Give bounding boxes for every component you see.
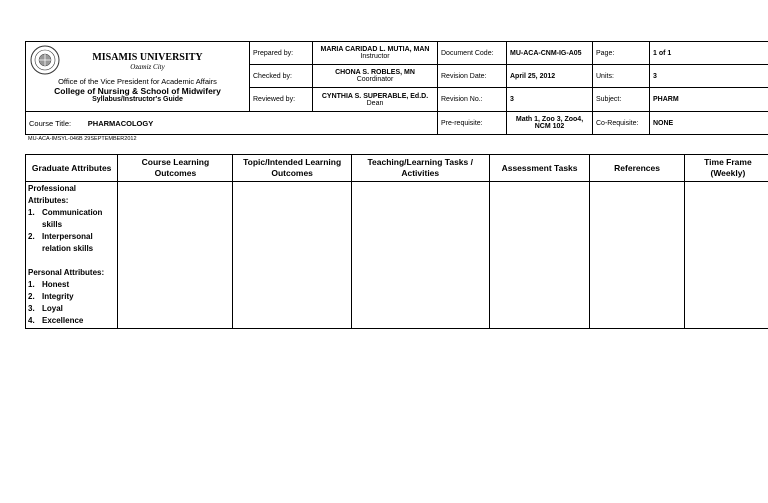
prerequisite-label: Pre-requisite:	[438, 112, 507, 135]
course-outcomes-cell	[118, 182, 233, 329]
professional-heading: Professional Attributes:	[28, 184, 77, 205]
checked-label: Checked by:	[250, 65, 313, 88]
col-time-frame: Time Frame (Weekly)	[684, 155, 768, 182]
checked-role: Coordinator	[356, 76, 394, 83]
subject-value: PHARM	[650, 88, 768, 112]
university-block	[26, 42, 250, 112]
doc-code-label: Document Code:	[438, 42, 507, 65]
reviewed-label: Reviewed by:	[250, 88, 313, 112]
prepared-name: MARIA CARIDAD L. MUTIA, MAN	[320, 46, 430, 53]
assessment-tasks-cell	[489, 182, 590, 329]
reviewed-by	[313, 88, 438, 112]
attributes-list	[26, 182, 117, 328]
col-topic-outcomes: Topic/Intended Learning Outcomes	[233, 155, 351, 182]
list-item: 1. Communication skills	[28, 208, 103, 229]
subject-label: Subject:	[593, 88, 650, 112]
graduate-attributes-cell	[26, 182, 118, 329]
university-name: MISAMIS UNIVERSITY	[92, 51, 203, 63]
page-label: Page:	[593, 42, 650, 65]
references-cell	[590, 182, 684, 329]
reviewed-name: CYNTHIA S. SUPERABLE, Ed.D.	[321, 92, 429, 100]
college-name: College of Nursing & School of Midwifery	[54, 85, 221, 96]
checked-by	[313, 65, 438, 88]
topic-outcomes-cell	[233, 182, 351, 329]
list-item: 3. Loyal	[28, 304, 63, 313]
personal-heading: Personal Attributes:	[28, 268, 105, 277]
revision-no-label: Revision No.:	[438, 88, 507, 112]
corequisite-value: NONE	[650, 112, 768, 135]
syllabus-table	[25, 154, 768, 329]
reviewed-role: Dean	[366, 99, 384, 107]
col-assessment-tasks: Assessment Tasks	[489, 155, 590, 182]
course-title-label: Course Title:	[29, 118, 72, 128]
revision-date-value: April 25, 2012	[507, 65, 593, 88]
prepared-by	[313, 42, 438, 65]
prepared-role: Instructor	[360, 53, 390, 60]
doc-code-value: MU-ACA-CNM-IG-A05	[507, 42, 593, 65]
guide-title: Syllabus/Instructor's Guide	[92, 95, 183, 103]
revision-no-value: 3	[507, 88, 593, 112]
course-title-cell	[26, 112, 438, 135]
office-name: Office of the Vice President for Academic Affairs	[58, 76, 217, 86]
university-city: Ozamiz City	[130, 62, 165, 71]
course-title-value: PHARMACOLOGY	[87, 118, 154, 128]
col-references: References	[590, 155, 684, 182]
col-graduate-attributes: Graduate Attributes	[26, 155, 118, 182]
revision-date-label: Revision Date:	[438, 65, 507, 88]
teaching-activities-cell	[351, 182, 489, 329]
units-value: 3	[650, 65, 768, 88]
col-teaching-activities: Teaching/Learning Tasks / Activities	[351, 155, 489, 182]
prepared-label: Prepared by:	[250, 42, 313, 65]
list-item: 2. Interpersonal relation skills	[28, 232, 94, 253]
form-code: MU-ACA-IMSYL-046B 29SEPTEMBER2012	[28, 136, 137, 142]
syllabus-header	[25, 41, 768, 135]
col-course-learning-outcomes: Course Learning Outcomes	[118, 155, 233, 182]
time-frame-cell	[684, 182, 768, 329]
list-item: 1. Honest	[28, 280, 70, 289]
corequisite-label: Co-Requisite:	[593, 112, 650, 135]
checked-name: CHONA S. ROBLES, MN	[335, 69, 415, 76]
list-item: 4. Excellence	[28, 316, 84, 325]
university-seal-icon	[30, 45, 60, 75]
list-item: 2. Integrity	[28, 292, 74, 301]
prerequisite-value: Math 1, Zoo 3, Zoo4, NCM 102	[507, 112, 593, 135]
page-value: 1 of 1	[650, 42, 768, 65]
units-label: Units:	[593, 65, 650, 88]
